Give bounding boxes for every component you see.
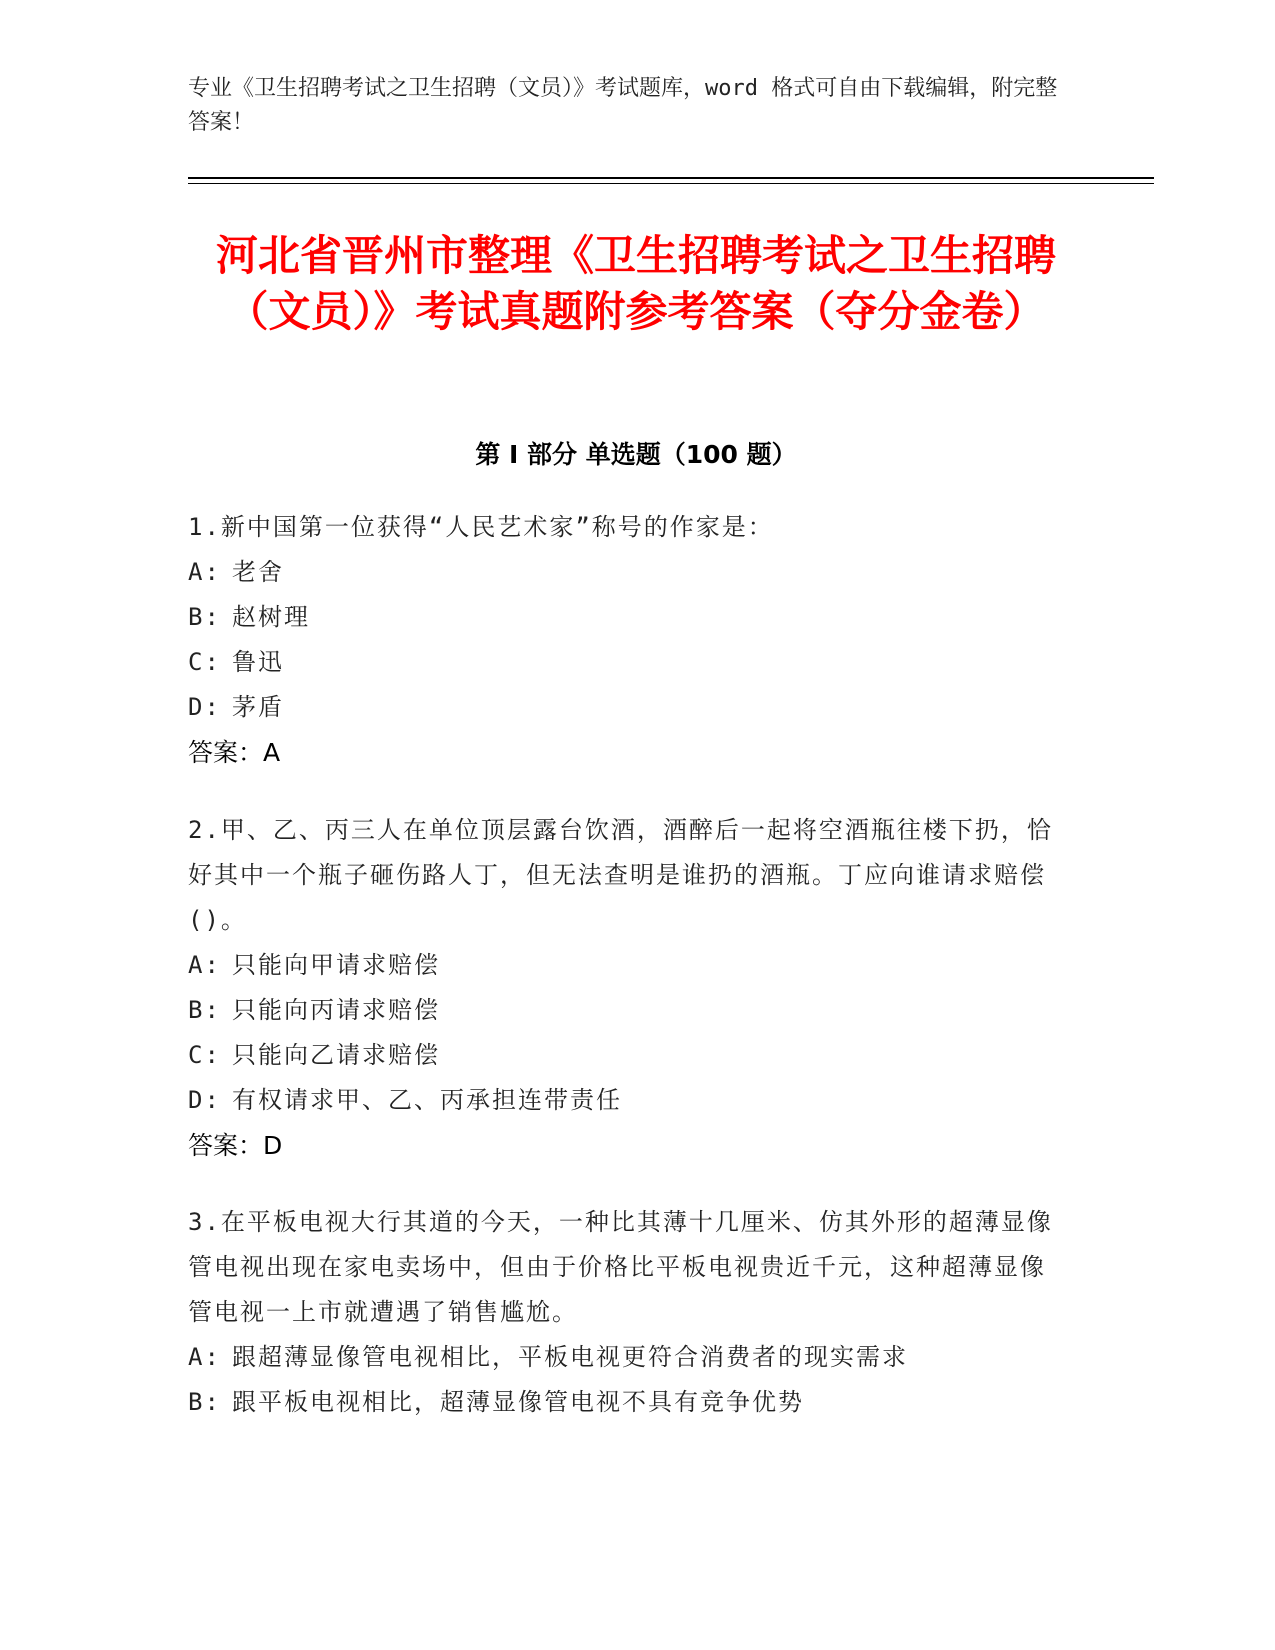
- option-text: 只能向甲请求赔偿: [232, 951, 440, 979]
- option-text: 跟超薄显像管电视相比，平板电视更符合消费者的现实需求: [232, 1343, 908, 1371]
- option-b: [188, 595, 1068, 640]
- option-a: [188, 1335, 1068, 1380]
- option-letter: A:: [188, 558, 221, 586]
- header-rule-thin: [188, 183, 1154, 184]
- option-a: [188, 943, 1068, 988]
- option-d: [188, 685, 1068, 730]
- option-letter: C:: [188, 1041, 221, 1069]
- question-stem: 3.在平板电视大行其道的今天，一种比其薄十几厘米、仿其外形的超薄显像管电视出现在家电卖场中，但由于价格比平板电视贵近千元，这种超薄显像管电视一上市就遭遇了销售尴尬。: [188, 1208, 1053, 1326]
- header-note: 专业《卫生招聘考试之卫生招聘（文员）》考试题库，word 格式可自由下载编辑，附完整答案！: [188, 76, 1058, 135]
- option-d: [188, 1078, 1068, 1123]
- option-c: [188, 1033, 1068, 1078]
- answer-label: 答案：D: [188, 1131, 283, 1160]
- option-text: 茅盾: [232, 693, 284, 721]
- option-text: 老舍: [232, 558, 284, 586]
- option-text: 只能向乙请求赔偿: [232, 1041, 440, 1069]
- section-title: 第 I 部分 单选题（100 题）: [475, 440, 797, 469]
- question-2: [188, 808, 1068, 1168]
- option-letter: C:: [188, 648, 221, 676]
- option-text: 跟平板电视相比，超薄显像管电视不具有竞争优势: [232, 1388, 804, 1416]
- option-c: [188, 640, 1068, 685]
- option-letter: B:: [188, 603, 221, 631]
- option-a: [188, 550, 1068, 595]
- option-letter: B:: [188, 1388, 221, 1416]
- question-3: [188, 1200, 1068, 1425]
- question-stem: 2.甲、乙、丙三人在单位顶层露台饮酒，酒醉后一起将空酒瓶往楼下扔，恰好其中一个瓶子砸伤路人丁，但无法查明是谁扔的酒瓶。丁应向谁请求赔偿()。: [188, 816, 1053, 934]
- option-letter: D:: [188, 1086, 221, 1114]
- option-letter: B:: [188, 996, 221, 1024]
- option-text: 有权请求甲、乙、丙承担连带责任: [232, 1086, 622, 1114]
- question-stem: 1.新中国第一位获得“人民艺术家”称号的作家是：: [188, 513, 774, 541]
- question-1: [188, 505, 1068, 775]
- option-text: 鲁迅: [232, 648, 284, 676]
- document-title: 河北省晋州市整理《卫生招聘考试之卫生招聘（文员）》考试真题附参考答案（夺分金卷）: [215, 231, 1056, 336]
- header-rule-thick: [188, 177, 1154, 179]
- option-letter: D:: [188, 693, 221, 721]
- option-letter: A:: [188, 1343, 221, 1371]
- option-text: 赵树理: [232, 603, 310, 631]
- option-b: [188, 1380, 1068, 1425]
- option-text: 只能向丙请求赔偿: [232, 996, 440, 1024]
- answer-label: 答案：A: [188, 738, 281, 767]
- option-b: [188, 988, 1068, 1033]
- option-letter: A:: [188, 951, 221, 979]
